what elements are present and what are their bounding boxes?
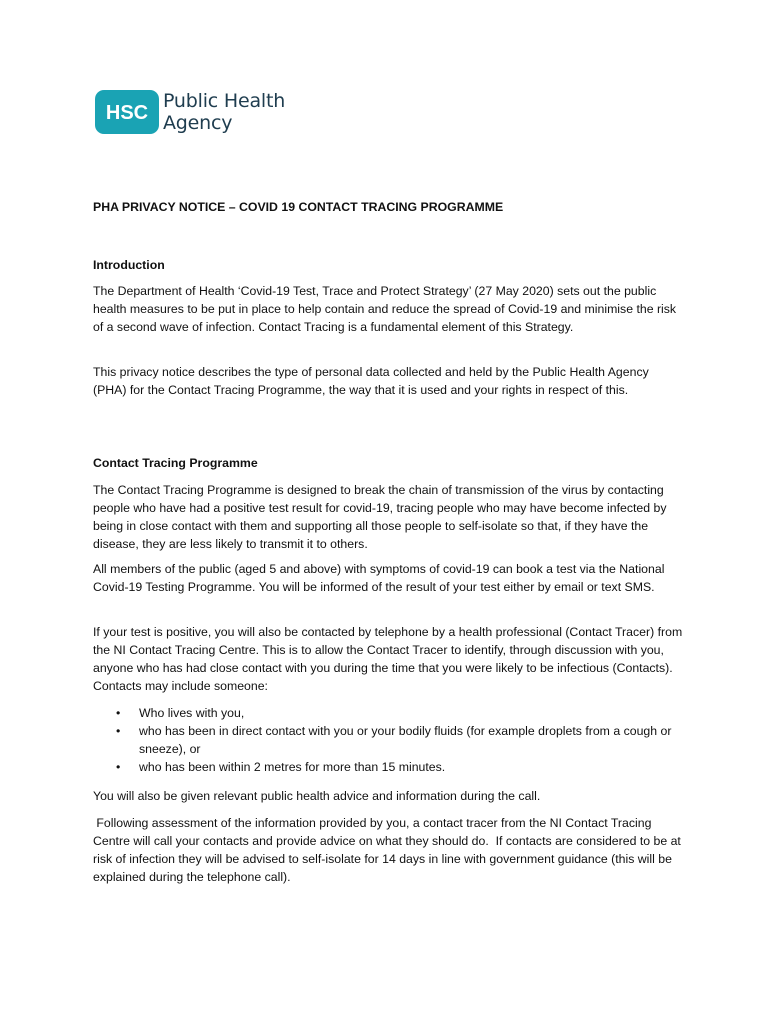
list-item: • Who lives with you,: [116, 706, 245, 720]
introduction-paragraph-1: The Department of Health ‘Covid-19 Test, Trace and Protect Strategy’ (27 May 2020) sets out the public health measures to be put in place to help contain and reduce the spread of Covid-19 and minimise the risk of a second wave of infection. Contact Tracing is a fundamental element of this Strategy.: [93, 284, 677, 334]
contact-tracing-paragraph-5: Following assessment of the information provided by you, a contact tracer from the NI Contact Tracing Centre will call your contacts and provide advice on what they should do. If contacts are considered to be at risk of infection they will be advised to self-isolate for 14 days in line with government guidance (this will be explained during the telephone call).: [93, 816, 685, 884]
contact-tracing-paragraph-3: If your test is positive, you will also be contacted by telephone by a health professional (Contact Tracer) from the NI Contact Tracing Centre. This is to allow the Contact Tracer to identify, through discussion with you, anyone who has had close contact with you during the time that you were likely to be infectious (Contacts). Contacts may include someone:: [93, 625, 683, 693]
contacts-bullet-list: [93, 704, 683, 776]
list-item: • who has been in direct contact with you or your bodily fluids (for example droplets from a cough or sneeze), or: [116, 724, 672, 756]
contact-tracing-heading: Contact Tracing Programme: [93, 456, 258, 470]
contact-tracing-paragraph-1: The Contact Tracing Programme is designed to break the chain of transmission of the virus by contacting people who have had a positive test result for covid-19, tracing people who may have become infected by being in close contact with them and supporting all those people to self-isolate so that, if they have the disease, they are less likely to transmit it to others.: [93, 483, 667, 551]
introduction-paragraph-2: This privacy notice describes the type of personal data collected and held by the Public Health Agency (PHA) for the Contact Tracing Programme, the way that it is used and your rights in respect of this.: [93, 365, 649, 397]
introduction-heading: Introduction: [93, 258, 165, 272]
logo-line-2: Agency: [163, 112, 233, 134]
page-title: PHA PRIVACY NOTICE – COVID 19 CONTACT TRACING PROGRAMME: [93, 200, 504, 214]
bullet-icon: •: [116, 760, 121, 774]
list-item: • who has been within 2 metres for more than 15 minutes.: [116, 760, 446, 774]
logo-line-1: Public Health: [163, 90, 286, 112]
hsc-badge: [95, 90, 159, 134]
pha-logo: [95, 88, 285, 136]
bullet-icon: •: [116, 706, 121, 720]
bullet-icon: •: [116, 724, 121, 738]
contact-tracing-paragraph-2: All members of the public (aged 5 and above) with symptoms of covid-19 can book a test via the National Covid-19 Testing Programme. You will be informed of the result of your test either by email or text SMS.: [93, 562, 665, 594]
contact-tracing-paragraph-4: You will also be given relevant public health advice and information during the call.: [93, 789, 541, 803]
logo-wordmark: [163, 90, 285, 134]
hsc-badge-text: HSC: [105, 102, 149, 124]
